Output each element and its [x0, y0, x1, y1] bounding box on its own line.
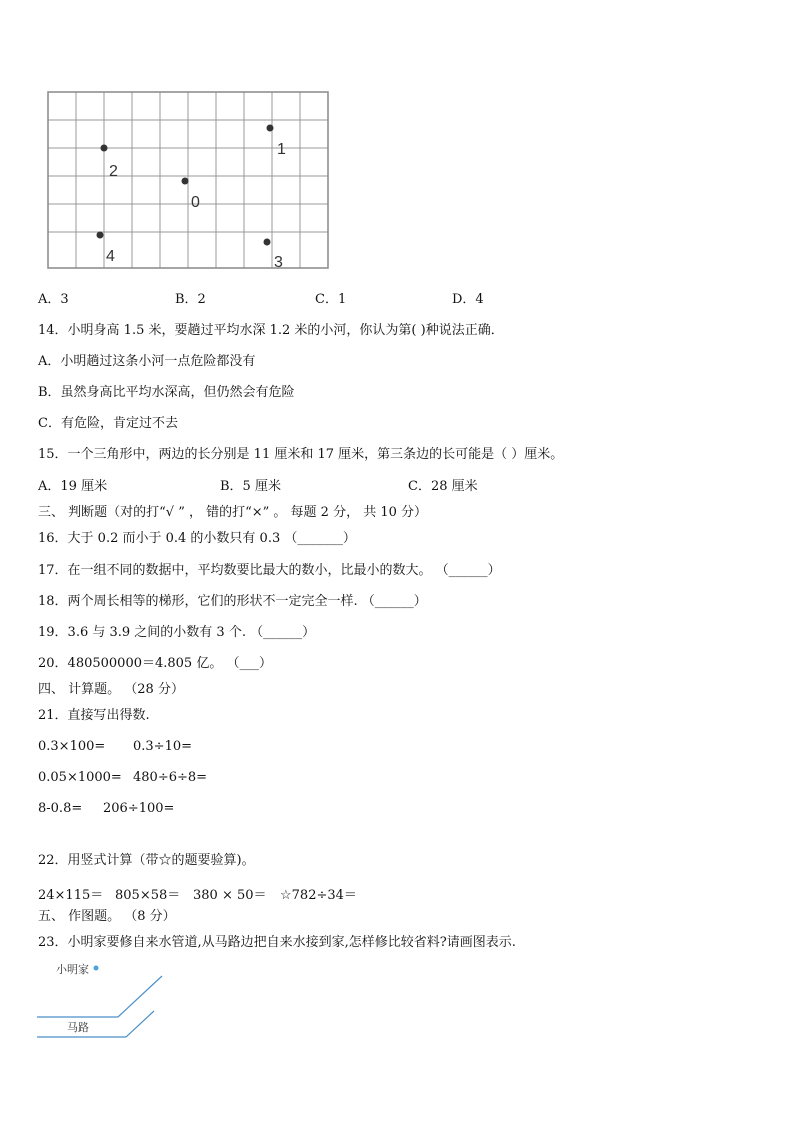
- q13-option-b: B．2: [175, 292, 206, 307]
- label-1: 1: [277, 141, 286, 158]
- q17: 17．在一组不同的数据中，平均数要比最大的数小，比最小的数大。 （______）: [38, 563, 501, 578]
- q22-item: 380 × 50＝: [193, 888, 267, 903]
- section-3-heading: 三、 判断题（对的打“√ ” ， 错的打“×” 。 每题 2 分， 共 10 分）: [38, 505, 428, 520]
- q13-option-a: A．3: [38, 292, 69, 307]
- q15-option-c: C．28 厘米: [408, 479, 478, 494]
- q15-stem: 15．一个三角形中，两边的长分别是 11 厘米和 17 厘米，第三条边的长可能是（ ）厘米。: [38, 447, 564, 462]
- q21-item: 206÷100=: [103, 801, 175, 816]
- q16: 16．大于 0.2 而小于 0.4 的小数只有 0.3 （_______）: [38, 531, 356, 546]
- label-3: 3: [274, 254, 283, 271]
- home-point: [94, 966, 99, 971]
- q21-item: 0.3×100=: [38, 739, 106, 754]
- grid-figure: [44, 88, 334, 277]
- q21-item: 0.05×1000=: [38, 770, 122, 785]
- section-4-heading: 四、 计算题。 （28 分）: [38, 682, 184, 697]
- q13-option-c: C．1: [315, 292, 347, 307]
- point-0: [182, 178, 189, 185]
- q21-item: 480÷6÷8=: [133, 770, 208, 785]
- grid-figure-svg: [44, 88, 334, 273]
- road-figure-svg: [34, 958, 174, 1043]
- q20: 20．480500000＝4.805 亿。 （___）: [38, 656, 272, 671]
- q21-item: 0.3÷10=: [133, 739, 193, 754]
- label-4: 4: [106, 248, 115, 265]
- label-0: 0: [191, 194, 200, 211]
- label-2: 2: [109, 163, 118, 180]
- q14-option-b: B．虽然身高比平均水深高，但仍然会有危险: [38, 385, 295, 400]
- q22-item: 805×58＝: [115, 888, 181, 903]
- q13-option-d: D．4: [452, 292, 484, 307]
- q14-option-c: C．有危险，肯定过不去: [38, 416, 178, 431]
- q15-option-b: B．5 厘米: [220, 479, 281, 494]
- q19: 19．3.6 与 3.9 之间的小数有 3 个. （______）: [38, 625, 316, 640]
- road-figure: [34, 958, 174, 1047]
- q22-stem: 22．用竖式计算（带☆的题要验算)。: [38, 853, 255, 868]
- home-label: 小明家: [56, 964, 89, 976]
- point-1: [267, 125, 274, 132]
- q15-option-a: A．19 厘米: [38, 479, 108, 494]
- q21-item: 8-0.8=: [38, 801, 83, 816]
- point-4: [97, 232, 104, 239]
- q14-option-a: A．小明趟过这条小河一点危险都没有: [38, 354, 256, 369]
- q18: 18．两个周长相等的梯形，它们的形状不一定完全一样. （______）: [38, 594, 427, 609]
- q23-stem: 23．小明家要修自来水管道,从马路边把自来水接到家,怎样修比较省料?请画图表示.: [38, 935, 516, 950]
- road-label: 马路: [67, 1022, 89, 1034]
- q22-item: ☆782÷34＝: [280, 888, 357, 903]
- point-3: [264, 239, 271, 246]
- q14-stem: 14．小明身高 1.5 米，要趟过平均水深 1.2 米的小河，你认为第( )种说法正确．: [38, 323, 504, 338]
- point-2: [101, 145, 108, 152]
- section-5-heading: 五、 作图题。 （8 分）: [38, 909, 176, 924]
- q21-stem: 21．直接写出得数.: [38, 708, 150, 723]
- q22-item: 24×115＝: [38, 888, 104, 903]
